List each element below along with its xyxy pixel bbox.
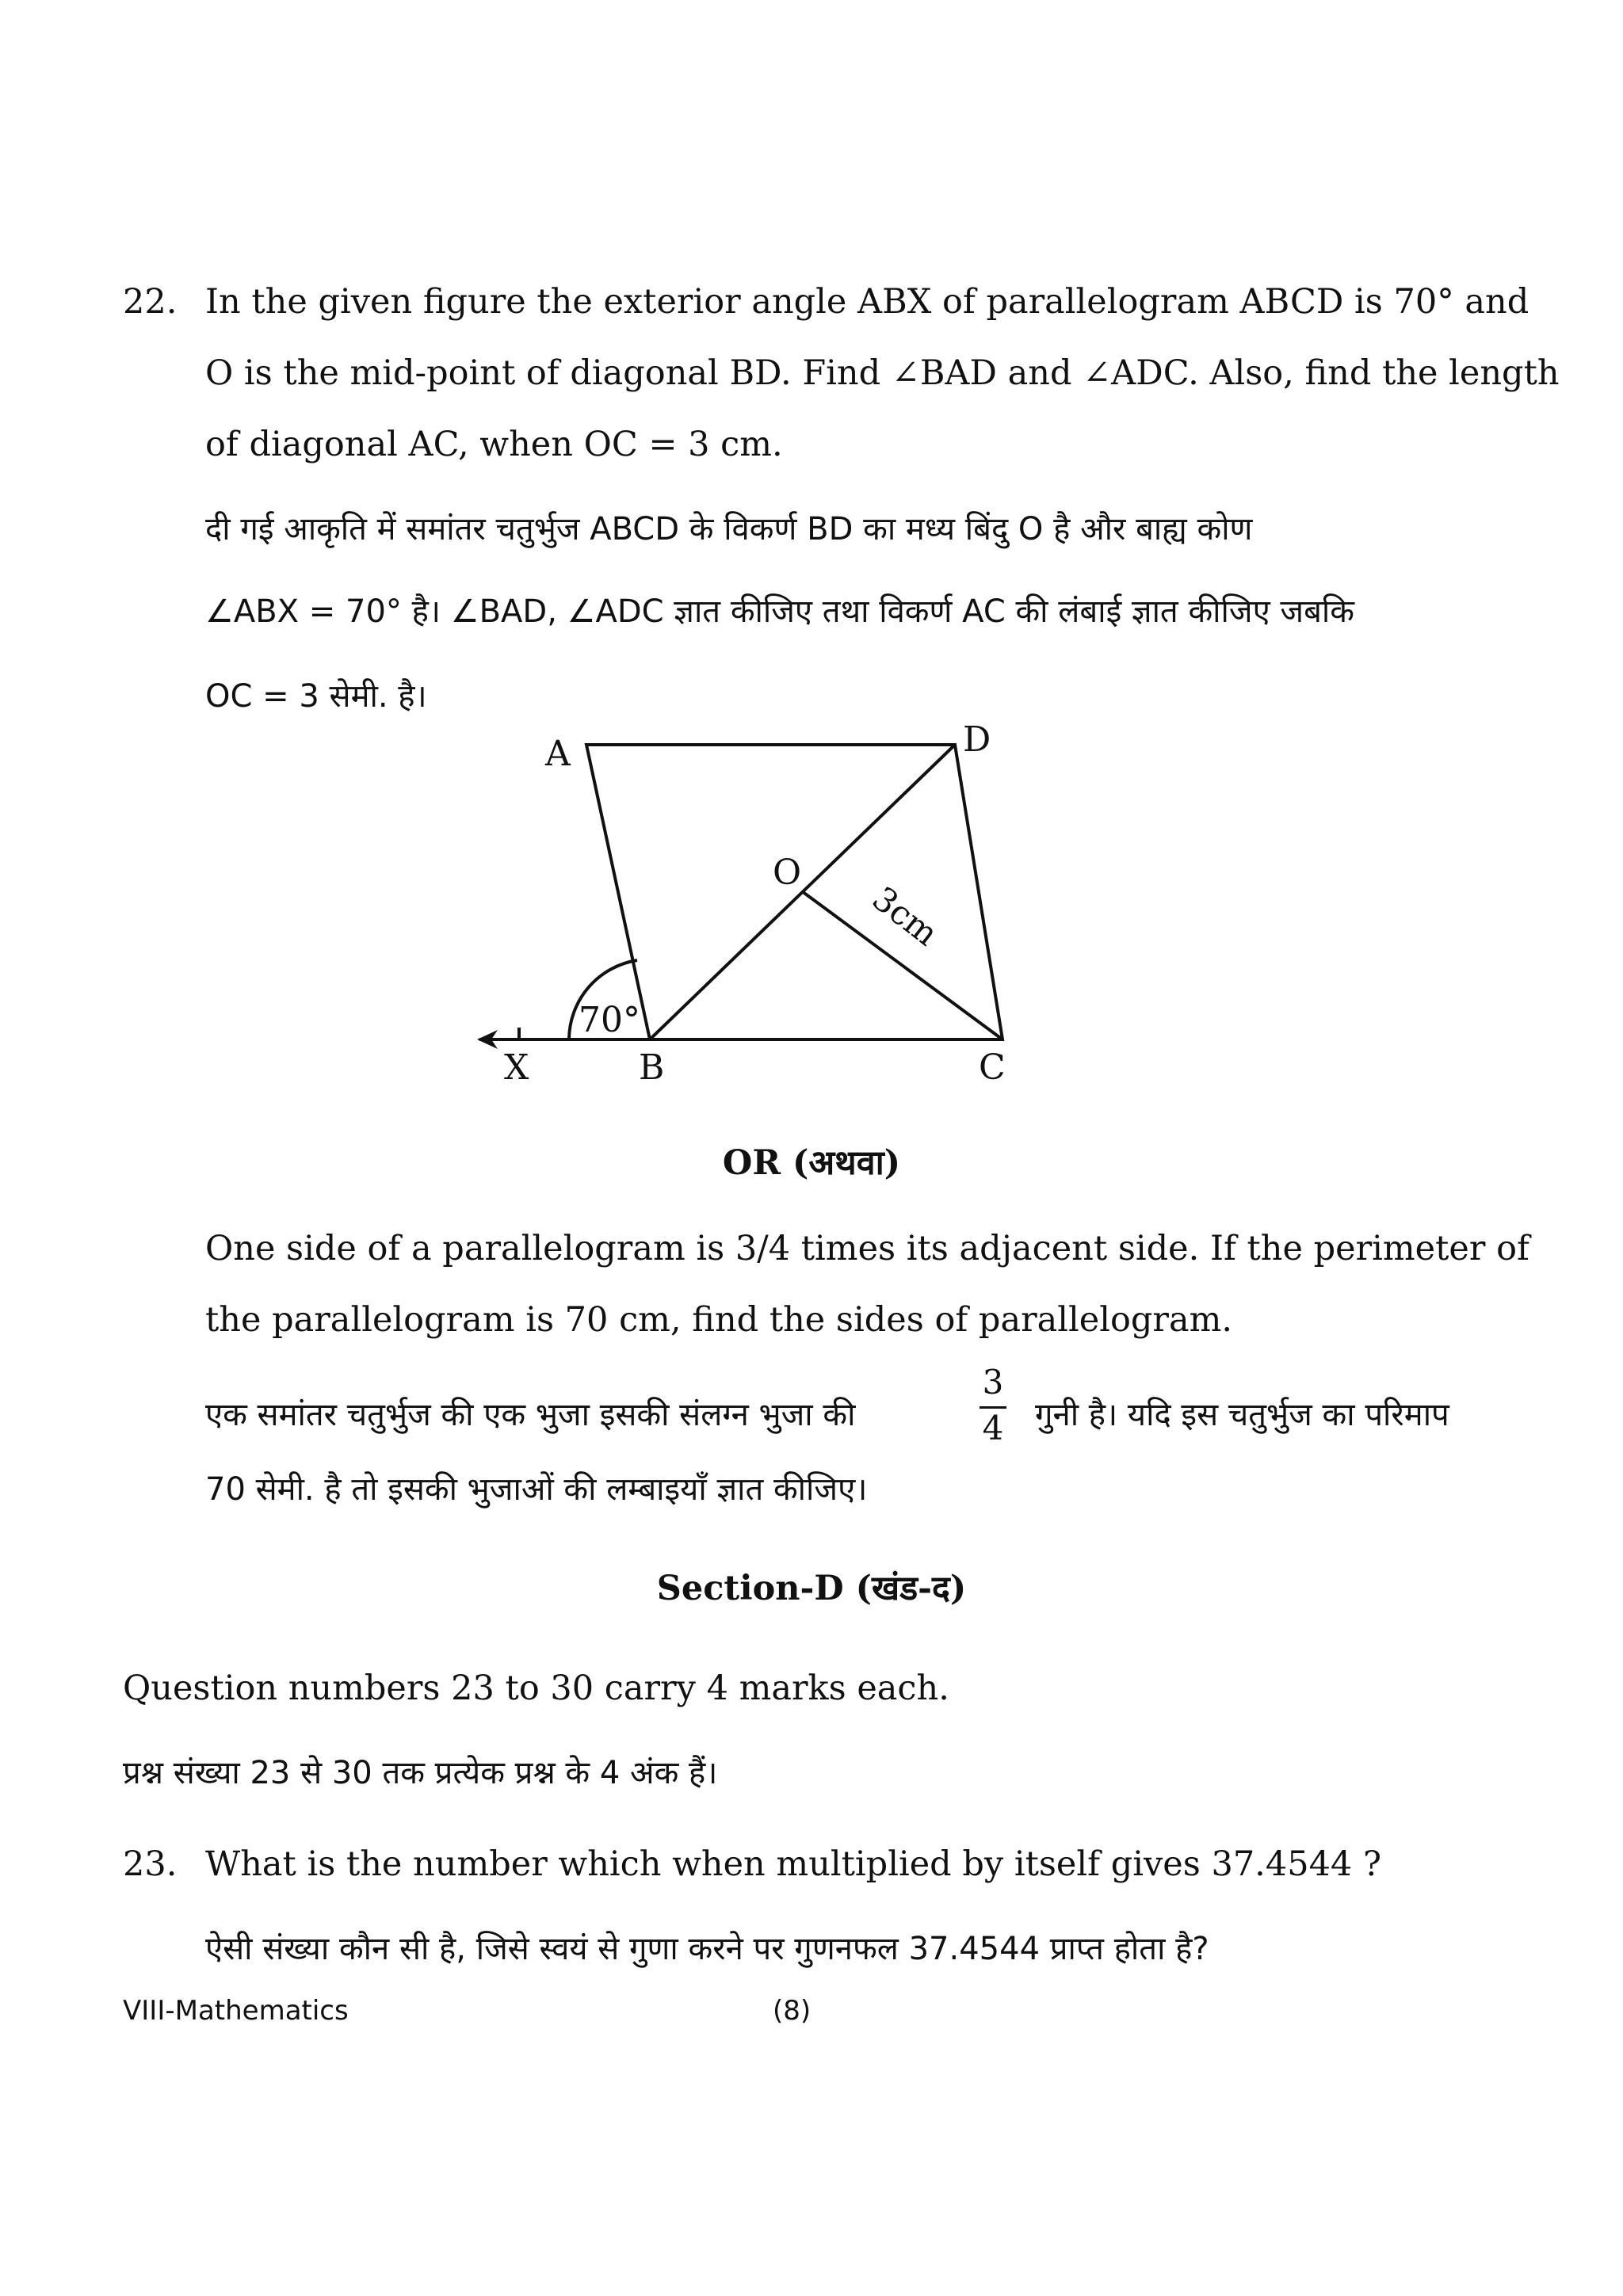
length-3cm-label: 3cm <box>865 879 945 954</box>
q23-english: What is the number which when multiplied by itself gives 37.4544 ? <box>205 1844 1382 1884</box>
point-x-label: X <box>504 1047 529 1088</box>
or-hindi-line-1-before-fraction: एक समांतर चतुर्भुज की एक भुजा इसकी संलग्न भुजा की <box>205 1397 856 1433</box>
q22-hindi-line-2: ∠ABX = 70° है। ∠BAD, ∠ADC ज्ञात कीजिए तथा विकर्ण AC की लंबाई ज्ञात कीजिए जबकि <box>205 593 1355 630</box>
angle-70-label: 70° <box>579 1000 640 1040</box>
q23-hindi: ऐसी संख्या कौन सी है, जिसे स्वयं से गुणा करने पर गुणनफल 37.4544 प्राप्त होता है? <box>205 1931 1209 1967</box>
q22-hindi-line-1: दी गई आकृति में समांतर चतुर्भुज ABCD के विकर्ण BD का मध्य बिंदु O है और बाह्य कोण <box>205 511 1253 547</box>
or-english-line-1: One side of a parallelogram is 3/4 times its adjacent side. If the perimeter of <box>205 1229 1529 1268</box>
q22-english-line-1: In the given figure the exterior angle ABX of parallelogram ABCD is 70° and <box>205 282 1529 322</box>
vertex-a-label: A <box>545 734 571 774</box>
footer-subject: VIII-Mathematics <box>123 1995 349 2027</box>
section-d-instruction-english: Question numbers 23 to 30 carry 4 marks each. <box>123 1669 949 1708</box>
or-english-line-2: the parallelogram is 70 cm, find the sides of parallelogram. <box>205 1300 1233 1340</box>
q22-english-line-3: of diagonal AC, when OC = 3 cm. <box>205 425 783 464</box>
vertex-d-label: D <box>963 719 991 760</box>
point-o-label: O <box>773 852 802 893</box>
fraction-denominator: 4 <box>982 1409 1004 1447</box>
or-hindi-line-2: 70 सेमी. है तो इसकी भुजाओं की लम्बाइयाँ ज्ञात कीजिए। <box>205 1471 868 1508</box>
section-d-instruction-hindi: प्रश्न संख्या 23 से 30 तक प्रत्येक प्रश्न के 4 अंक हैं। <box>123 1755 718 1791</box>
vertex-c-label: C <box>979 1047 1006 1088</box>
q22-english-line-2: O is the mid-point of diagonal BD. Find ∠BAD and ∠ADC. Also, find the length <box>205 353 1560 393</box>
footer-page-number: (8) <box>773 1995 812 2027</box>
question-22-number: 22. <box>123 282 178 322</box>
or-hindi-line-1-after-fraction: गुनी है। यदि इस चतुर्भुज का परिमाप <box>1035 1397 1449 1433</box>
or-heading: OR (अथवा) <box>722 1143 901 1183</box>
section-d-heading: Section-D (खंड-द) <box>656 1569 967 1608</box>
fraction-numerator: 3 <box>982 1363 1004 1402</box>
q22-hindi-line-3: OC = 3 सेमी. है। <box>205 678 427 715</box>
vertex-b-label: B <box>639 1047 665 1088</box>
question-23-number: 23. <box>123 1844 178 1884</box>
